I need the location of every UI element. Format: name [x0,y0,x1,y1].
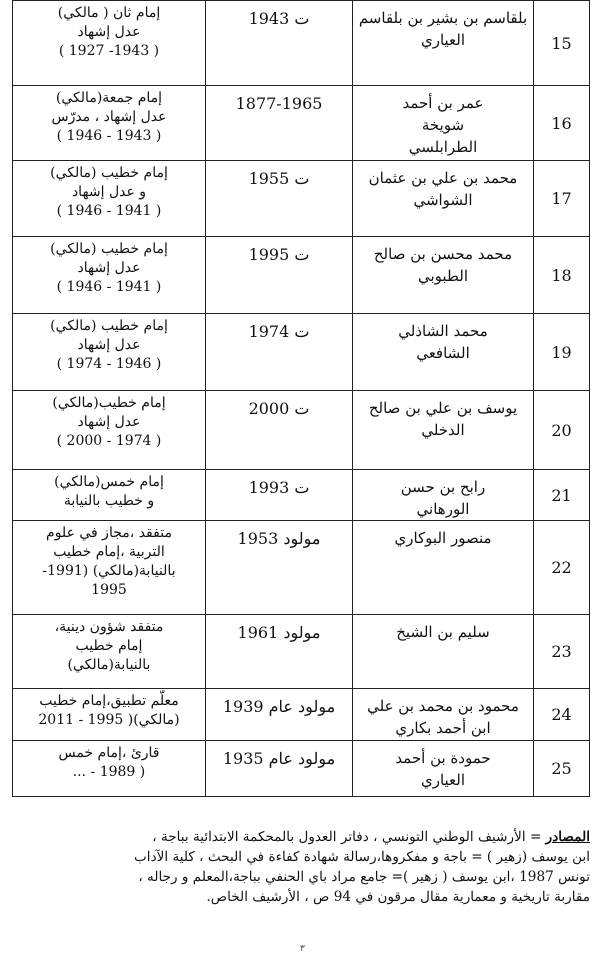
role-line: عدل إشهاد ، مدرّس [51,109,167,125]
name-line: الشواشي [413,191,473,209]
imams-table [12,0,590,797]
name-line: يوسف بن علي بن صالح [368,399,518,417]
name-cell [353,521,534,615]
imams-table-body [13,1,590,797]
table-row [13,161,590,237]
role-line: عدل إشهاد [77,337,141,353]
role-line: ( 1943- 1927 ) [58,43,160,59]
role-cell [13,615,206,689]
sources-line: مقاربة تاريخية و معمارية مقال مرقون في 94 ص ، الأرشيف الخاص. [206,889,590,905]
role-line: قارئ ،إمام خمس [58,745,160,761]
role-line: إمام خطيب (مالكي) [50,241,168,257]
sources-line: تونس 1987 ،ابن يوسف ( زهير )= جامع مراد باي الحنفي بباجة،المعلم و رجاله ، [138,869,590,885]
role-line: إمام خمس(مالكي) [54,474,164,490]
name-line: عمر بن أحمد [402,94,484,112]
role-line: ( 1989 - ... [72,764,146,780]
role-cell [13,470,206,521]
role-cell [13,391,206,470]
name-cell [353,86,534,161]
table-row [13,391,590,470]
row-number: 21 [534,470,590,521]
name-cell [353,615,534,689]
table-row [13,86,590,161]
name-line: محمد الشاذلي [398,322,488,340]
name-line: العياري [420,31,466,49]
sources-line: ابن يوسف (زهير ) = باجة و مفكروها،رسالة شهادة كفاءة في البحث ، كلية الآداب [134,849,590,865]
role-cell [13,314,206,391]
name-cell [353,237,534,314]
role-line: ( 1946 - 1974 ) [56,356,162,372]
name-cell [353,391,534,470]
name-line: العياري [420,771,466,789]
sources-label: المصادر [545,829,590,845]
name-cell [353,314,534,391]
table-row [13,314,590,391]
date-cell: ت 1995 [206,237,353,314]
role-cell [13,689,206,741]
name-cell [353,470,534,521]
role-line: التربية ،إمام خطيب [53,544,165,560]
name-line: شويخة [421,116,465,134]
role-line: بالنيابة(مالكي) (1991- [42,563,176,579]
name-line: محمد محسن بن صالح [373,245,513,263]
table-row [13,470,590,521]
row-number: 23 [534,615,590,689]
name-line: سليم بن الشيخ [396,623,490,641]
date-cell: مولود 1953 [206,521,353,615]
role-line: ( 1941 - 1946 ) [56,279,162,295]
table-row [13,615,590,689]
role-line: إمام ثان ( مالكي) [57,5,161,21]
name-line: الدخلي [421,421,465,439]
name-line: الطرابلسي [408,138,478,156]
role-line: ( 1943 - 1946 ) [56,128,162,144]
name-line: الطبوبي [418,267,468,285]
role-line: بالنيابة(مالكي) [67,657,151,673]
role-line: و عدل إشهاد [71,184,147,200]
table-row [13,237,590,314]
row-number: 20 [534,391,590,470]
role-line: معلّم تطبيق،إمام خطيب [39,693,179,709]
table-row [13,689,590,741]
name-line: رابح بن حسن [400,478,486,496]
role-line: إمام جمعة(مالكي) [55,90,163,106]
name-line: محمد بن علي بن عثمان [368,169,518,187]
role-line: متفقد شؤون دينية، [54,619,164,635]
name-cell [353,689,534,741]
row-number: 25 [534,741,590,797]
role-cell [13,521,206,615]
role-line: ( 1974 - 2000 ) [56,433,162,449]
sources-section [12,827,590,907]
name-line: الورهاني [416,500,470,518]
row-number: 24 [534,689,590,741]
date-cell: ت 1955 [206,161,353,237]
row-number: 16 [534,86,590,161]
date-cell: مولود عام 1939 [206,689,353,741]
role-line: ( 1941 - 1946 ) [56,203,162,219]
role-cell [13,161,206,237]
name-line: محمود بن محمد بن علي [367,697,519,715]
role-line: 1995 [91,582,127,598]
role-cell [13,86,206,161]
name-line: ابن أحمد بكاري [395,719,491,737]
role-cell [13,1,206,86]
role-line: (مالكي)( 1995 - 2011 [38,712,180,728]
role-line: متفقد ،مجاز في علوم [46,525,172,541]
row-number: 15 [534,1,590,86]
name-line: بلقاسم بن بشير بن بلقاسم [358,9,528,27]
name-cell [353,1,534,86]
table-row [13,521,590,615]
role-line: إمام خطيب(مالكي) [52,395,166,411]
role-line: و خطيب بالنيابة [63,493,155,509]
date-cell: ت 1993 [206,470,353,521]
sources-first-line-text: = الأرشيف الوطني التونسي ، دفاتر العدول بالمحكمة الابتدائية بباجة ، [152,829,546,845]
date-cell: 1877-1965 [206,86,353,161]
name-line: منصور البوكاري [394,529,492,547]
name-line: حمودة بن أحمد [395,749,491,767]
table-row [13,741,590,797]
role-cell [13,237,206,314]
table-row [13,1,590,86]
date-cell: ت 1943 [206,1,353,86]
row-number: 18 [534,237,590,314]
row-number: 19 [534,314,590,391]
role-line: إمام خطيب (مالكي) [50,318,168,334]
name-cell [353,161,534,237]
name-cell [353,741,534,797]
date-cell: مولود عام 1935 [206,741,353,797]
date-cell: مولود 1961 [206,615,353,689]
name-line: الشافعي [416,344,470,362]
date-cell: ت 2000 [206,391,353,470]
role-line: عدل إشهاد [77,260,141,276]
role-cell [13,741,206,797]
sources-first-line [12,827,590,847]
role-line: إمام خطيب [75,638,143,654]
role-line: إمام خطيب (مالكي) [50,165,168,181]
row-number: 17 [534,161,590,237]
role-line: عدل إشهاد [77,24,141,40]
row-number: 22 [534,521,590,615]
page-mark: ٣ [300,944,305,954]
role-line: عدل إشهاد [77,414,141,430]
date-cell: ت 1974 [206,314,353,391]
